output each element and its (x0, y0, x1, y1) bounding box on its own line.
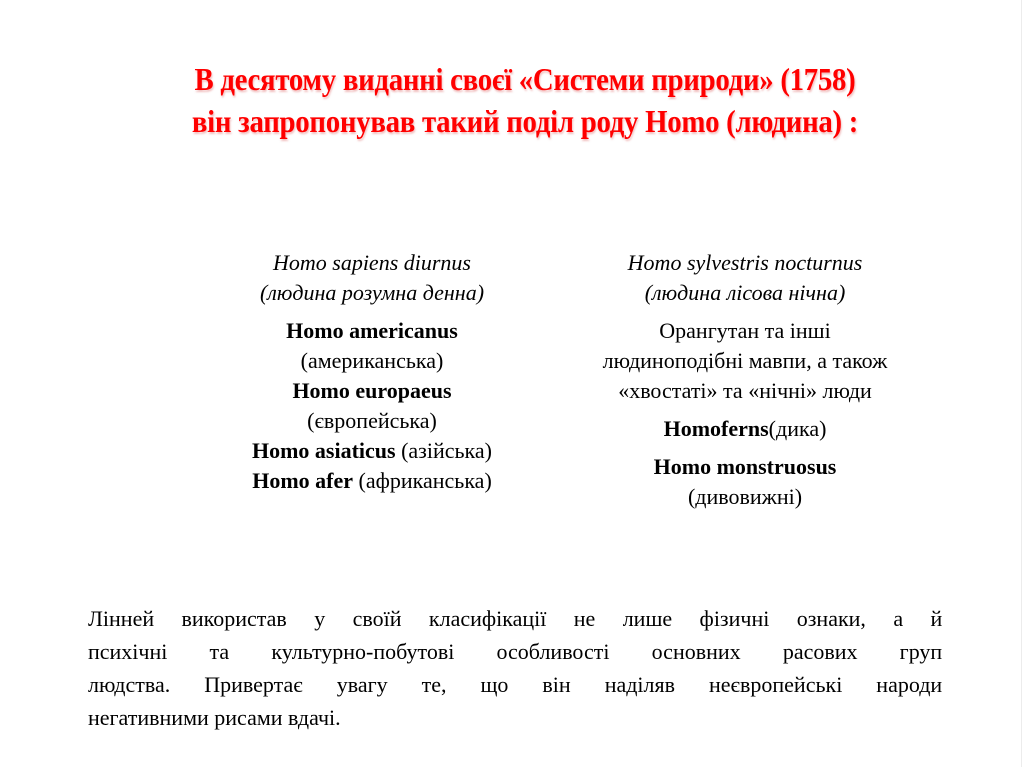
entry-latin-afer: Homo afer (252, 468, 354, 493)
body-paragraph (88, 602, 942, 734)
description-line-3: «хвостаті» та «нічні» люди (618, 378, 872, 403)
paragraph-line-2: психічні та культурно-побутові особливості основних расових груп (88, 639, 943, 664)
entry-translation-afer: (африканська) (353, 468, 492, 493)
right-column-heading (555, 248, 935, 308)
entry-latin-americanus: Homo americanus (286, 318, 458, 343)
entry-translation-homoferns: (дика) (768, 416, 827, 441)
paragraph-line-4: негативними рисами вдачі. (88, 705, 341, 730)
title-line-2: він запропонував такий поділ роду Homo (людина) : (191, 103, 859, 139)
spacer (555, 444, 935, 452)
entry-afer (197, 466, 547, 496)
right-column-homo-sylvestris-nocturnus (555, 248, 935, 512)
entry-translation-asiaticus: (азійська) (395, 438, 493, 463)
left-column-heading (197, 248, 547, 308)
description-line-1: Орангутан та інші (659, 318, 831, 343)
left-heading-latin: Homo sapiens diurnus (272, 250, 471, 275)
entry-latin-homoferns: Homoferns (663, 416, 769, 441)
spacer (555, 406, 935, 414)
right-heading-latin: Homo sylvestris nocturnus (627, 250, 863, 275)
entry-homoferns (555, 414, 935, 444)
left-column-homo-sapiens-diurnus (197, 248, 547, 496)
title-line-1: В десятому виданні своєї «Системи природи» (1758) (194, 61, 856, 97)
slide-title (60, 58, 990, 142)
description-line-2: людиноподібні мавпи, а також (602, 348, 888, 373)
entry-translation-europaeus: (європейська) (307, 408, 437, 433)
entry-asiaticus (197, 436, 547, 466)
entry-translation-americanus: (американська) (300, 348, 444, 373)
entry-translation-monstruosus: (дивовижні) (687, 484, 803, 509)
left-heading-translation: (людина розумна денна) (259, 280, 485, 305)
right-heading-translation: (людина лісова нічна) (644, 280, 846, 305)
entry-latin-europaeus: Homo europaeus (292, 378, 452, 403)
entry-latin-asiaticus: Homo asiaticus (251, 438, 396, 463)
paragraph-line-3: людства. Привертає увагу те, що він наділяв неєвропейські народи (88, 672, 943, 697)
paragraph-line-1: Лінней використав у своїй класифікації не лише фізичні ознаки, а й (88, 606, 943, 631)
entry-latin-monstruosus: Homo monstruosus (653, 454, 837, 479)
